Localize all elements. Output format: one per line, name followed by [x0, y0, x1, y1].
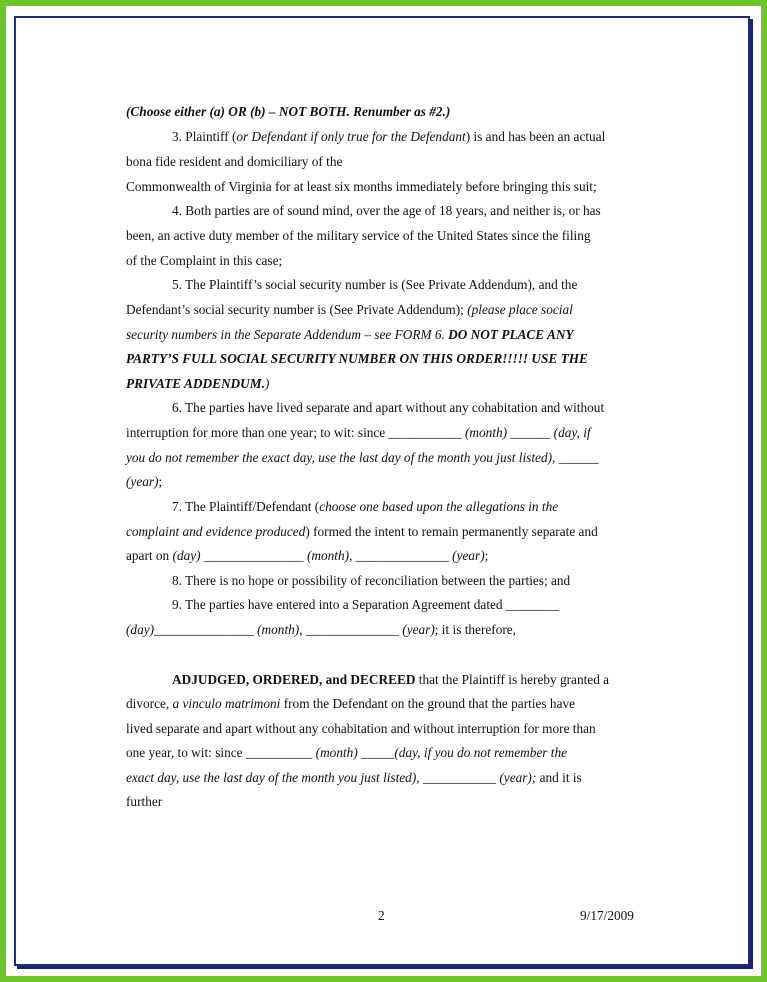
decree-line6: further: [126, 794, 163, 809]
para3-line3: Commonwealth of Virginia for at least six months immediately before bringing this suit;: [126, 179, 597, 194]
para6-line3: you do not remember the exact day, use the last day of the month you just listed), ______: [126, 450, 599, 465]
para5-line2: Defendant’s social security number is (See Private Addendum); (please place social: [126, 302, 573, 317]
footer-date: 9/17/2009: [580, 908, 634, 923]
para7-line3: apart on (day) _______________ (month), ______________ (year);: [126, 548, 489, 563]
para9-line1: 9. The parties have entered into a Separation Agreement dated ________: [172, 597, 560, 612]
para7-line1: 7. The Plaintiff/Defendant (choose one based upon the allegations in the: [172, 499, 559, 514]
para6-line1: 6. The parties have lived separate and apart without any cohabitation and without: [172, 400, 605, 415]
para3-line2: bona fide resident and domiciliary of the: [126, 154, 343, 169]
para6-line4: (year);: [126, 474, 163, 489]
para5-line1: 5. The Plaintiff’s social security number is (See Private Addendum), and the: [172, 277, 578, 292]
para5-line4: PARTY’S FULL SOCIAL SECURITY NUMBER ON THIS ORDER!!!!! USE THE: [126, 351, 588, 366]
para4-line3: of the Complaint in this case;: [126, 253, 283, 268]
decree-line5: exact day, use the last day of the month you just listed), ___________ (year); and it is: [126, 770, 582, 785]
para9-line2: (day)_______________ (month), ______________ (year); it is therefore,: [126, 622, 517, 637]
para4-line1: 4. Both parties are of sound mind, over the age of 18 years, and neither is, or has: [172, 203, 601, 218]
instruction-line: (Choose either (a) OR (b) – NOT BOTH. Renumber as #2.): [126, 104, 451, 119]
para4-line2: been, an active duty member of the military service of the United States since the filing: [126, 228, 591, 243]
para7-line2: complaint and evidence produced) formed the intent to remain permanently separate and: [126, 524, 598, 539]
decree-line4: one year, to wit: since __________ (month) _____(day, if you do not remember the: [126, 745, 568, 760]
decree-line3: lived separate and apart without any cohabitation and without interruption for more than: [126, 721, 596, 736]
page-number: 2: [378, 908, 385, 923]
para5-line5: PRIVATE ADDENDUM.): [126, 376, 270, 391]
para6-line2: interruption for more than one year; to wit: since ___________ (month) ______ (day, if: [126, 425, 591, 440]
decree-line1: ADJUDGED, ORDERED, and DECREED that the Plaintiff is hereby granted a: [172, 672, 610, 687]
decree-line2: divorce, a vinculo matrimoni from the Defendant on the ground that the parties have: [126, 696, 576, 711]
para5-line3: security numbers in the Separate Addendum – see FORM 6. DO NOT PLACE ANY: [126, 327, 574, 342]
para3-line1: 3. Plaintiff (or Defendant if only true for the Defendant) is and has been an actual: [172, 129, 606, 144]
para8-line1: 8. There is no hope or possibility of reconciliation between the parties; and: [172, 573, 571, 588]
